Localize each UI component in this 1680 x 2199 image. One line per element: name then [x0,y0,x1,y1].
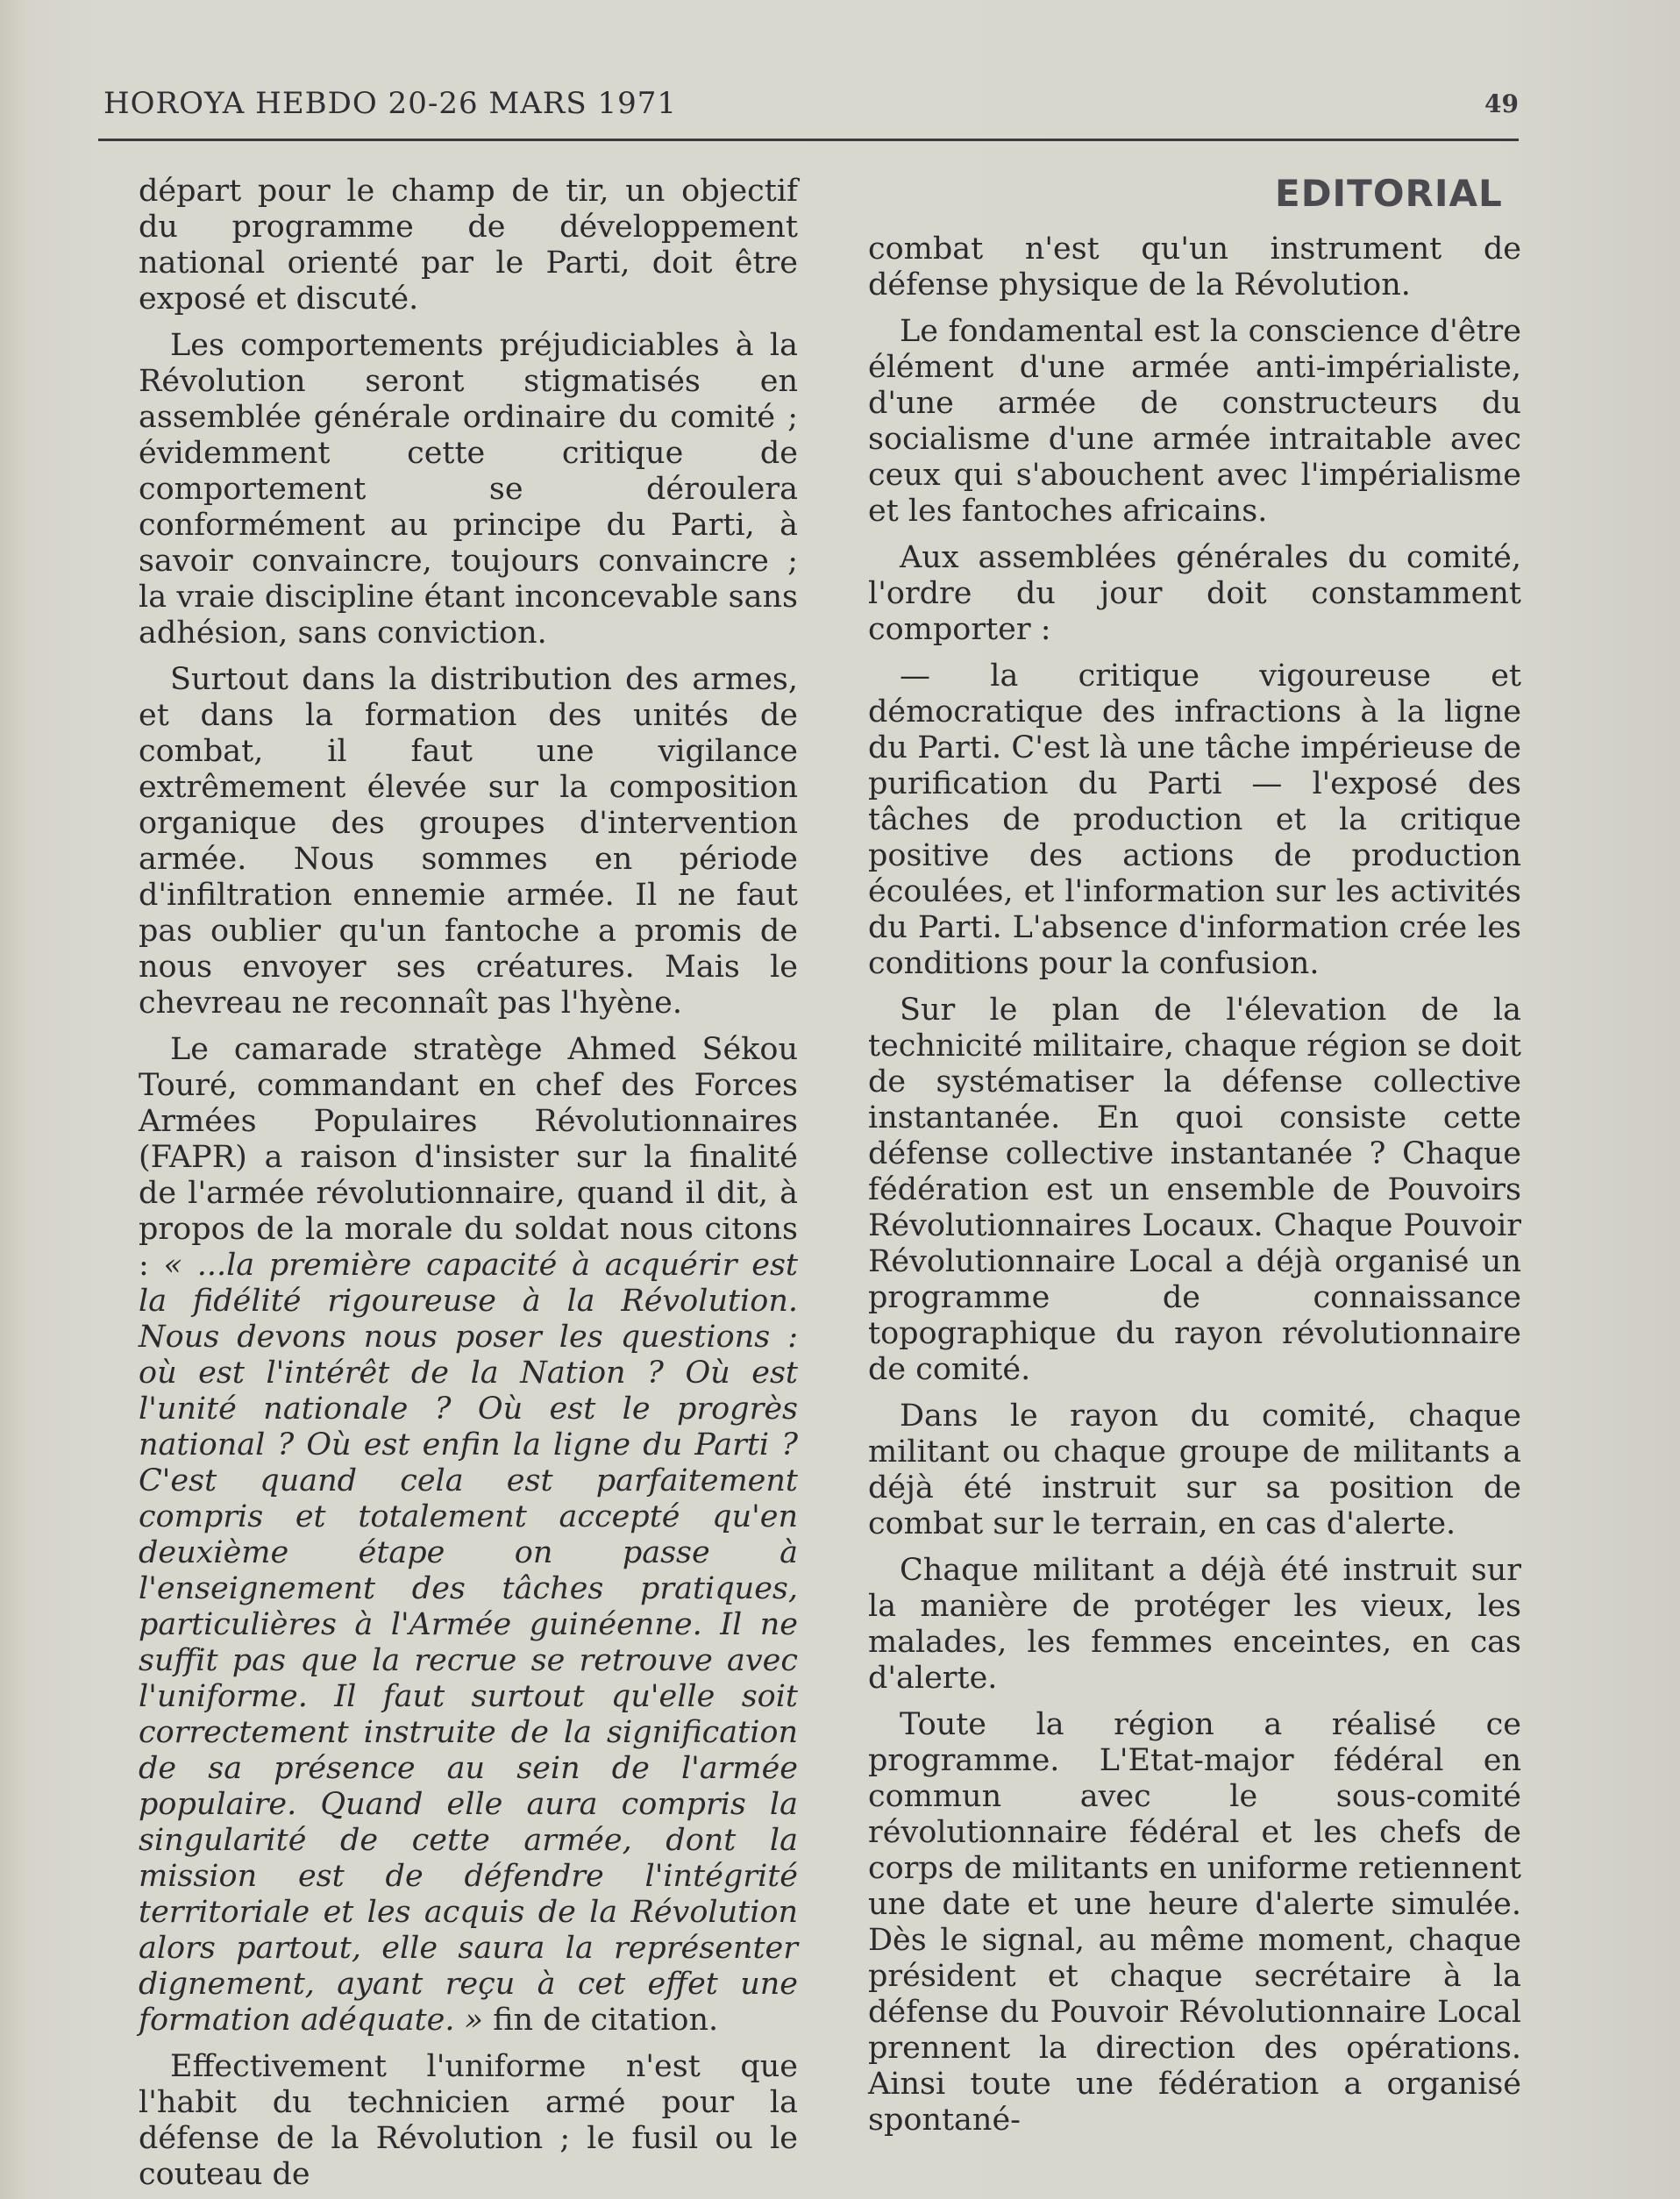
page-number: 49 [1484,89,1519,118]
right-paragraph-8: Toute la région a réalisé ce programme. L'Etat-major fédéral en commun avec le sous-comité révolutionnaire fédéral et les chefs de corps de militants en uniforme retiennent une date et une heure d'alerte simulée. Dès le signal, au même moment, chaque président et chaque secrétaire à la défense du Pouvoir Révolutionnaire Local prennent la direction des opérations. Ainsi toute une fédération a organisé spontané- [868,1707,1521,2138]
citation-quote: « ...la première capacité à acquérir est la fidélité rigoureuse à la Révolution. Nous devons nous poser les questions : où est l'intérêt de la Nation ? Où est l'unité nationale ? Où est le progrès national ? Où est enfin la ligne du Parti ? C'est quand cela est parfaitement compris et totalement accepté qu'en deuxième étape on passe à l'enseignement des tâches pratiques, particulières à l'Armée guinéenne. Il ne suffit pas que la recrue se retrouve avec l'uniforme. Il faut surtout qu'elle soit correctement instruite de la signification de sa présence au sein de l'armée populaire. Quand elle aura compris la singularité de cette armée, dont la mission est de défendre l'intégrité territoriale et les acquis de la Révolution alors partout, elle saura la représenter dignement, ayant reçu à cet effet une formation adéquate. » [139,1248,798,2038]
right-paragraph-4: — la critique vigoureuse et démocratique des infractions à la ligne du Parti. C'est là une tâche impérieuse de purification du Parti — l'exposé des tâches de production et la critique positive des actions de production écoulées, et l'information sur les activités du Parti. L'absence d'information crée les conditions pour la confusion. [868,658,1521,981]
citation-intro: Le camarade stratège Ahmed Sékou Touré, commandant en chef des Forces Armées Populaires Révolutionnaires (FAPR) a raison d'insister sur la finalité de l'armée révolutionnaire, quand il dit, à propos de la morale du soldat nous citons : [139,1032,798,1283]
right-paragraph-3: Aux assemblées générales du comité, l'ordre du jour doit constamment comporter : [868,540,1521,647]
right-paragraph-6: Dans le rayon du comité, chaque militant ou chaque groupe de militants a déjà été instruit sur sa position de combat sur le terrain, en cas d'alerte. [868,1398,1521,1541]
left-paragraph-3: Surtout dans la distribution des armes, et dans la formation des unités de combat, il faut une vigilance extrêmement élevée sur la composition organique des groupes d'intervention armée. Nous sommes en période d'infiltration ennemie armée. Il ne faut pas oublier qu'un fantoche a promis de nous envoyer ses créatures. Mais le chevreau ne reconnaît pas l'hyène. [139,662,798,1021]
left-column [139,174,798,2199]
left-paragraph-4 [139,1032,798,2039]
right-paragraph-1: combat n'est qu'un instrument de défense physique de la Révolution. [868,231,1521,302]
left-paragraph-2: Les comportements préjudiciables à la Révolution seront stigmatisés en assemblée générale ordinaire du comité ; évidemment cette critique de comportement se déroulera conformément au principe du Parti, à savoir convaincre, toujours convaincre ; la vraie discipline étant inconcevable sans adhésion, sans conviction. [139,328,798,651]
page-header [98,84,1519,141]
left-paragraph-1: départ pour le champ de tir, un objectif du programme de développement national orienté par le Parti, doit être exposé et discuté. [139,174,798,317]
right-paragraph-5: Sur le plan de l'élevation de la technicité militaire, chaque région se doit de systématiser la défense collective instantanée. En quoi consiste cette défense collective instantanée ? Chaque fédération est un ensemble de Pouvoirs Révolutionnaires Locaux. Chaque Pouvoir Révolutionnaire Local a déjà organisé un programme de connaissance topographique du rayon révolutionnaire de comité. [868,993,1521,1387]
left-paragraph-5: Effectivement l'uniforme n'est que l'habit du technicien armé pour la défense de la Révolution ; le fusil ou le couteau de [139,2049,798,2192]
running-head: HOROYA HEBDO 20-26 MARS 1971 [103,86,677,121]
right-column [868,231,1521,2149]
right-paragraph-2: Le fondamental est la conscience d'être élément d'une armée anti-impérialiste, d'une armée de constructeurs du socialisme d'une armée intraitable avec ceux qui s'abouchent avec l'impérialisme et les fantoches africains. [868,314,1521,529]
right-paragraph-7: Chaque militant a déjà été instruit sur la manière de protéger les vieux, les malades, les femmes enceintes, en cas d'alerte. [868,1553,1521,1696]
citation-end: fin de citation. [483,2003,719,2038]
section-label: EDITORIAL [1275,172,1503,215]
